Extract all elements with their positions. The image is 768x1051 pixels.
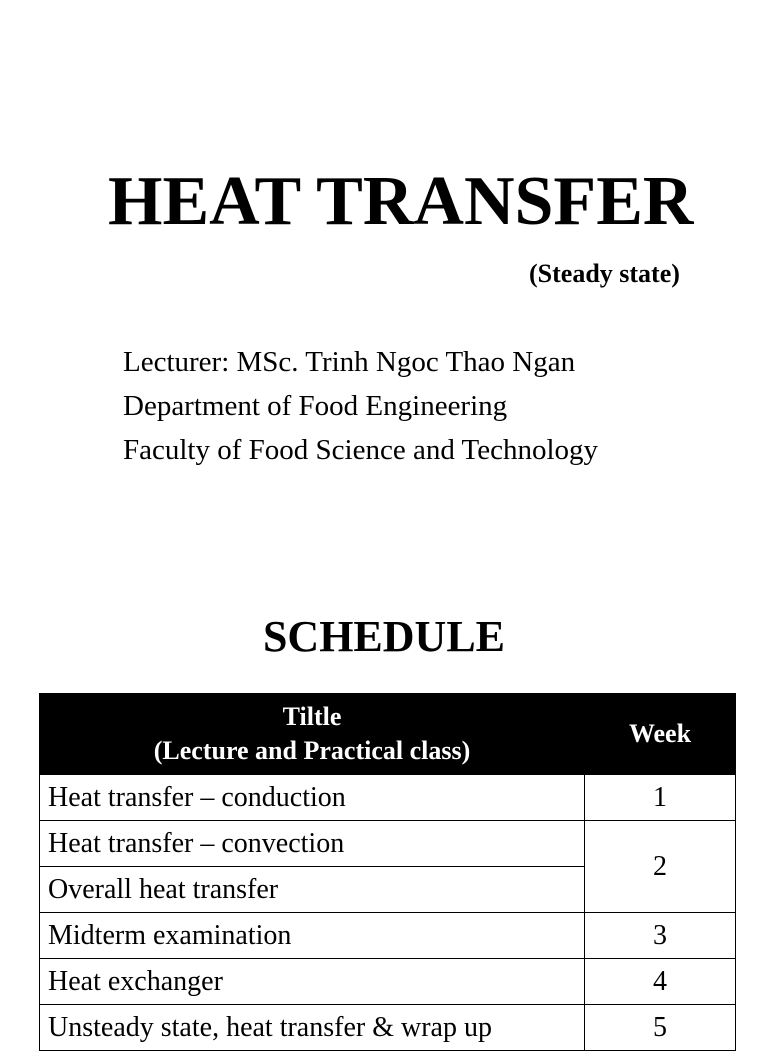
row-title: Midterm examination (40, 913, 585, 959)
row-week: 3 (585, 913, 736, 959)
column-header-title-line1: Tiltle (282, 702, 342, 731)
table-row (40, 775, 736, 821)
lecturer-info (123, 340, 598, 472)
document-title: HEAT TRANSFER (108, 163, 694, 240)
document-subtitle: (Steady state) (529, 259, 680, 288)
schedule-heading: SCHEDULE (262, 612, 506, 661)
column-header-title-line2: (Lecture and Practical class) (153, 736, 471, 765)
row-title: Overall heat transfer (40, 867, 585, 913)
row-title: Heat transfer – conduction (40, 775, 585, 821)
row-week: 5 (585, 1005, 736, 1051)
table-row (40, 821, 736, 867)
department-line: Department of Food Engineering (123, 390, 508, 422)
row-title: Unsteady state, heat transfer & wrap up (40, 1005, 585, 1051)
table-row (40, 959, 736, 1005)
schedule-table (39, 693, 736, 1051)
row-title: Heat transfer – convection (40, 821, 585, 867)
table-row (40, 1005, 736, 1051)
row-title: Heat exchanger (40, 959, 585, 1005)
column-header-week: Week (585, 694, 736, 775)
table-row (40, 913, 736, 959)
row-week: 4 (585, 959, 736, 1005)
table-header-row (40, 694, 736, 775)
column-header-title (40, 694, 585, 775)
lecturer-line: Lecturer: MSc. Trinh Ngoc Thao Ngan (123, 346, 576, 378)
row-week: 2 (585, 821, 736, 913)
faculty-line: Faculty of Food Science and Technology (123, 434, 599, 466)
row-week: 1 (585, 775, 736, 821)
